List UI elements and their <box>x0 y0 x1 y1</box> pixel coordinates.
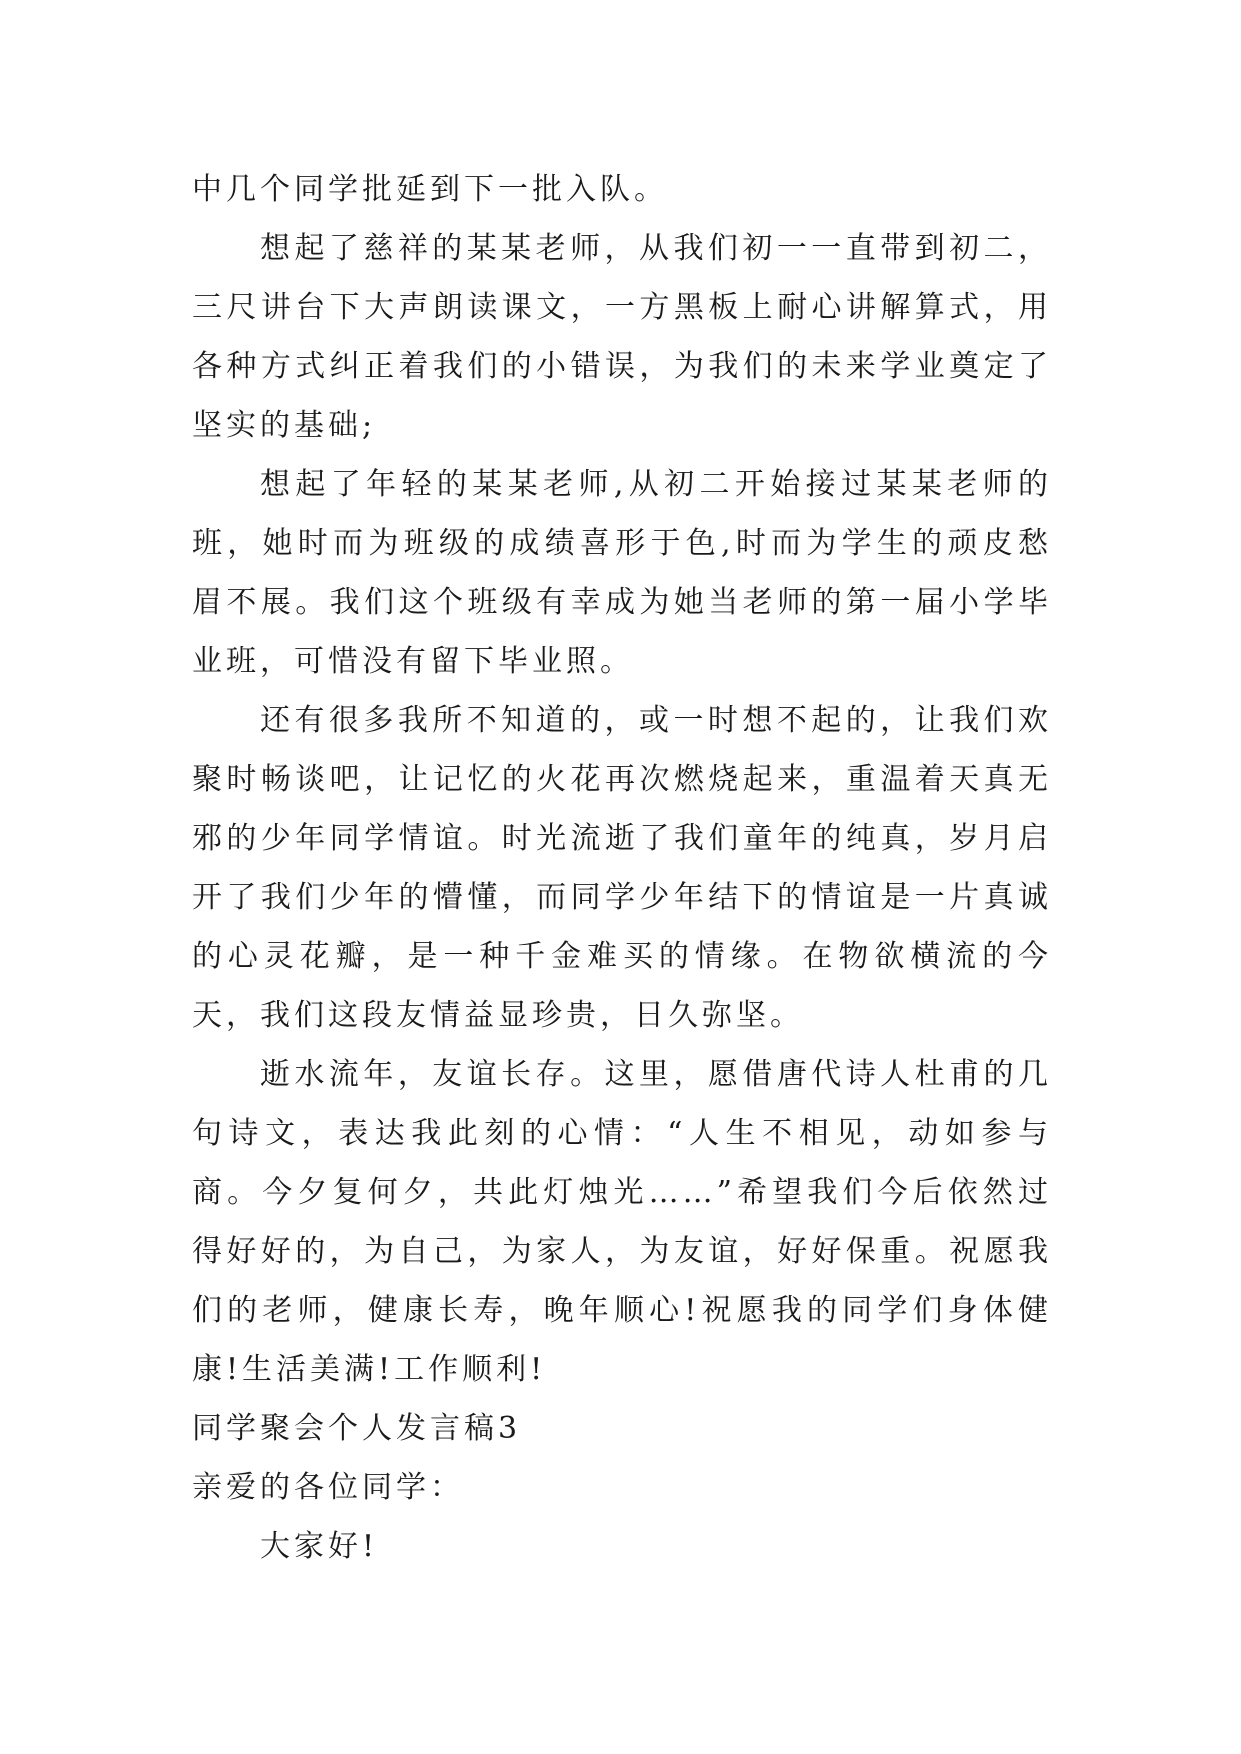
paragraph-teacher-two: 想起了年轻的某某老师,从初二开始接过某某老师的班，她时而为班级的成绩喜形于色,时而为学生的顽皮愁眉不展。我们这个班级有幸成为她当老师的第一届小学毕业班，可惜没有留下毕业照。 <box>192 467 1052 679</box>
paragraph-continuation: 中几个同学批延到下一批入队。 <box>192 172 668 207</box>
paragraph-memories: 还有很多我所不知道的，或一时想不起的，让我们欢聚时畅谈吧，让记忆的火花再次燃烧起来，重温着天真无邪的少年同学情谊。时光流逝了我们童年的纯真，岁月启开了我们少年的懵懂，而同学少年结下的情谊是一片真诚的心灵花瓣，是一种千金难买的情缘。在物欲横流的今天，我们这段友情益显珍贵，日久弥坚。 <box>192 703 1052 1033</box>
paragraph-teacher-one: 想起了慈祥的某某老师，从我们初一一直带到初二，三尺讲台下大声朗读课文，一方黑板上耐心讲解算式，用各种方式纠正着我们的小错误，为我们的未来学业奠定了坚实的基础; <box>192 231 1052 443</box>
paragraph-closing-wishes: 逝水流年，友谊长存。这里，愿借唐代诗人杜甫的几句诗文，表达我此刻的心情：“人生不相见，动如参与商。今夕复何夕，共此灯烛光……”希望我们今后依然过得好好的，为自己，为家人，为友谊，好好保重。祝愿我们的老师，健康长寿，晚年顺心!祝愿我的同学们身体健康!生活美满!工作顺利! <box>192 1057 1052 1387</box>
greeting: 大家好! <box>260 1529 379 1564</box>
section-heading: 同学聚会个人发言稿3 <box>192 1411 522 1446</box>
document-body <box>192 160 1052 1576</box>
salutation: 亲爱的各位同学： <box>192 1470 464 1505</box>
